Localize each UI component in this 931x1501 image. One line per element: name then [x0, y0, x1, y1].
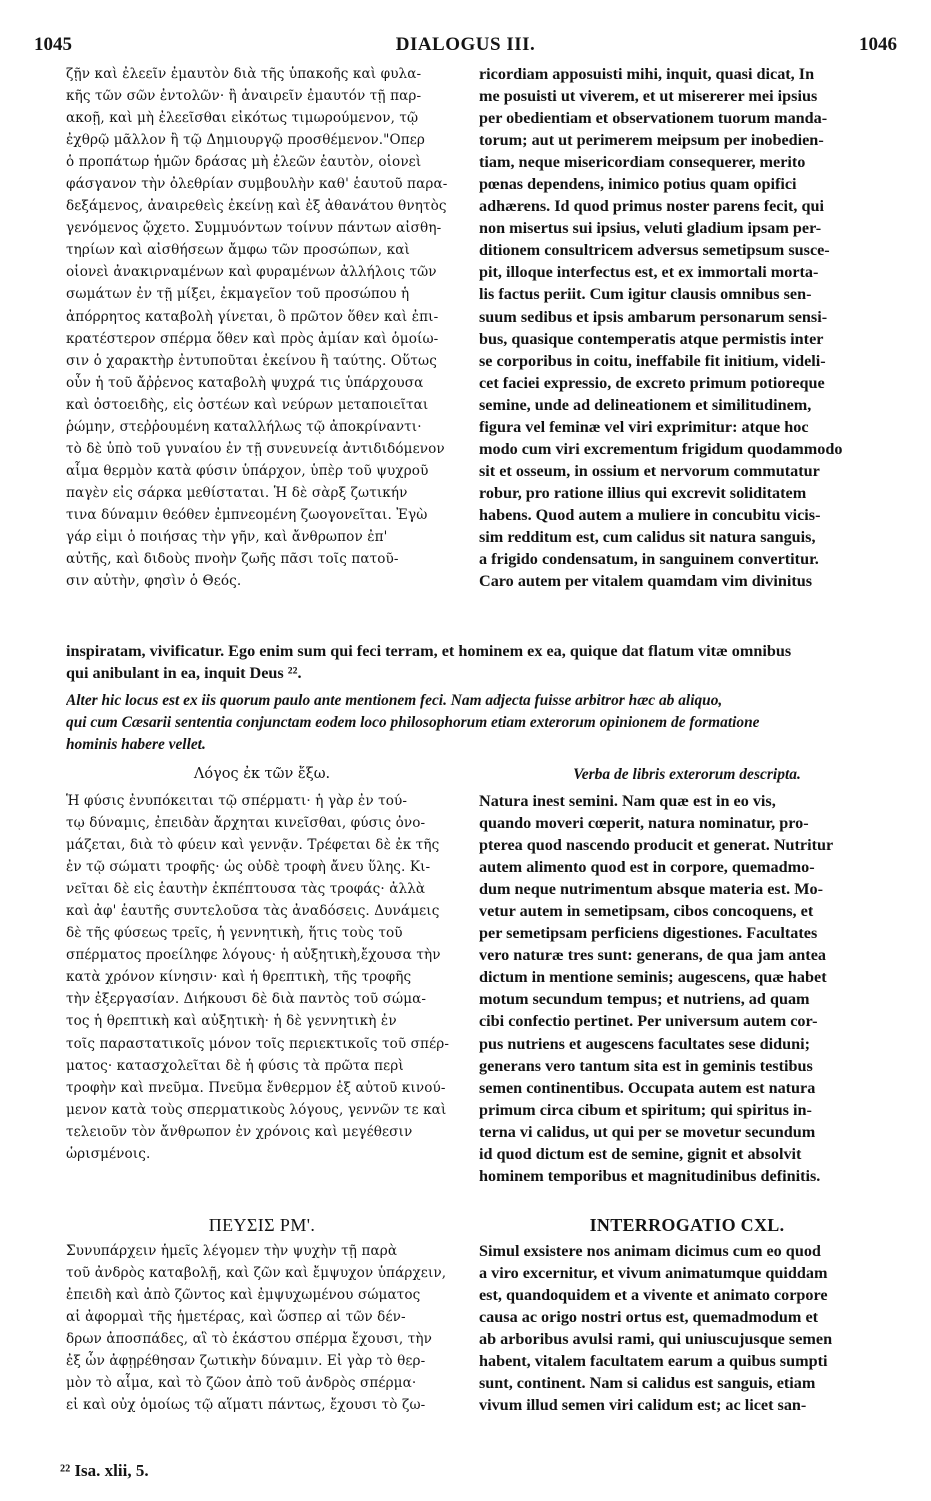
latin-text-line: pœnas dependens, inimico potius quam opifici	[479, 175, 797, 194]
latin-text-line: torum; aut ut perimerem meipsum per inobedien-	[479, 131, 824, 150]
latin-text-line: Caro autem per vitalem quamdam vim divinitus	[479, 572, 813, 591]
greek-section-heading: Λόγος ἐκ τῶν ἔξω.	[193, 766, 331, 782]
greek-text-line: μάζεται, διὰ τὸ φύειν καὶ γεννᾷν. Τρέφεται δὲ ἐκ τῆς	[66, 837, 440, 854]
greek-text-line: ζῇν καὶ ἐλεεῖν ἐμαυτὸν διὰ τῆς ὑπακοῆς καὶ φυλα-	[66, 66, 422, 82]
greek-text-line: δρων ἀποσπάδες, αἳ τὸ ἑκάστου σπέρμα ἔχουσι, τὴν	[66, 1331, 432, 1348]
greek-text-line: τὴν ἐξεργασίαν. Διήκουσι δὲ διὰ παντὸς τοῦ σώμα-	[66, 991, 427, 1008]
page-header	[34, 34, 897, 58]
full-width-line-2: qui anibulant in ea, inquit Deus ²².	[66, 664, 302, 682]
greek-text-line: κῆς τῶν σῶν ἐντολῶν· ἢ ἀναιρεῖν ἐμαυτόν τῇ παρ-	[66, 88, 422, 105]
greek-text-line: αἷμα θερμὸν κατὰ φύσιν ὑπάρχον, ὑπὲρ τοῦ ψυχροῦ	[66, 462, 429, 479]
latin-text-line: vivum illud semen viri calidum est; ac licet san-	[479, 1396, 807, 1415]
latin-text-line: habent, vitalem facultatem earum a quibus sumpti	[479, 1352, 828, 1371]
latin-text-line: primum circa cibum et spiritum; qui spiritus in-	[479, 1100, 812, 1119]
full-width-line-1: inspiratam, vivificatur. Ego enim sum qui feci terram, et hominem ex ea, quique dat flatum vitæ omnibus	[66, 642, 792, 660]
latin-text-line: cibi confectio pertinet. Per universum autem cor-	[479, 1012, 818, 1031]
greek-text-line: ἐχθρῷ μᾶλλον ἢ τῷ Δημιουργῷ προσθέμενον."Οπερ	[66, 132, 426, 149]
greek-text-line: ὁ προπάτωρ ἡμῶν δράσας μὴ ἐλεῶν ἑαυτὸν, οἱονεὶ	[66, 154, 422, 171]
latin-text-line: dum neque nutrimentum absque materia est. Mo-	[479, 880, 823, 899]
greek-text-line: μὸν τὸ αἷμα, καὶ τὸ ζῶον ἀπὸ τοῦ ἀνδρὸς σπέρμα·	[66, 1375, 417, 1392]
footnote: ²² Isa. xlii, 5.	[60, 1461, 149, 1480]
latin-text-line: tiam, neque misericordiam consequerer, merito	[479, 153, 806, 172]
editor-note-line-1: Alter hic locus est ex iis quorum paulo ante mentionem feci. Nam adjecta fuisse arbitror hæc ab aliquo,	[66, 692, 723, 709]
latin-text-line: autem alimento quod est in corpore, quemadmo-	[479, 858, 815, 877]
greek-text-line: σωμάτων ἐν τῇ μίξει, ἐκμαγεῖον τοῦ προσώπου ἡ	[66, 286, 410, 303]
latin-text-line: dictum in mentione seminis; augescens, quæ habet	[479, 968, 827, 987]
greek-text-line: τος ἡ θρεπτικὴ καὶ αὐξητικὴ· ἡ δὲ γεννητικὴ ἐν	[66, 1013, 397, 1030]
latin-text-line: Natura inest semini. Nam quæ est in eo vis,	[479, 792, 776, 810]
latin-text-line: sunt, continent. Nam si calidus est sanguis, etiam	[479, 1374, 816, 1393]
latin-text-line: per obedientiam et observationem tuorum manda-	[479, 109, 828, 128]
latin-text-line: est, quandoquidem et a vivente et animato corpore	[479, 1286, 828, 1305]
editor-note-line-2: qui cum Cæsarii sententia conjunctam eodem loco philosophorum etiam exterorum opinionem de formatione	[66, 714, 760, 731]
greek-text-line: Ἡ φύσις ἐνυπόκειται τῷ σπέρματι· ἡ γὰρ ἐν τού-	[66, 793, 408, 809]
latin-text-line: a viro excernitur, et vivum animatumque quiddam	[479, 1264, 828, 1283]
greek-text-line: φάσγανον τὴν ὀλεθρίαν συμβουλὴν καθ' ἑαυτοῦ παρα-	[66, 176, 448, 193]
greek-column-section2	[66, 790, 458, 1165]
editor-note	[66, 690, 896, 756]
latin-text-line: a frigido condensatum, in sanguinem convertitur.	[479, 550, 819, 569]
running-title: DIALOGUS III.	[395, 34, 536, 55]
latin-text-line: pus nutriens et augescens facultates sese diduni;	[479, 1034, 810, 1053]
latin-text-line: pit, illoque interfectus est, et ex immortali morta-	[479, 263, 819, 282]
greek-text-line: τροφὴν καὶ πνεῦμα. Πνεῦμα ἔνθερμον ἐξ αὐτοῦ κινού-	[66, 1079, 446, 1096]
latin-column-section3	[479, 1240, 895, 1416]
greek-text-line: κατὰ χρόνον κίνησιν· καὶ ἡ θρεπτικὴ, τῆς τροφῆς	[66, 969, 412, 986]
latin-text-line: modo cum viri excrementum frigidum quodammodo	[479, 439, 843, 458]
greek-text-line: γάρ εἰμι ὁ ποιήσας τὴν γῆν, καὶ ἄνθρωπον ἐπ'	[66, 528, 388, 545]
left-page-number: 1045	[34, 34, 72, 55]
greek-text-line: καὶ ὀστοειδὴς, εἰς ὀστέων καὶ νεύρων μεταποιεῖται	[66, 396, 429, 413]
greek-text-line: δὲ τῆς φύσεως τρεῖς, ἡ γεννητικὴ, ἥτις τοὺς τοῦ	[66, 925, 403, 942]
greek-text-line: ματος· κατασχολεῖται δὲ ἡ φύσις τὰ πρῶτα περὶ	[66, 1057, 404, 1074]
greek-text-line: εἰ καὶ οὐχ ὁμοίως τῷ αἵματι πάντως, ἔχουσι τὸ ζω-	[66, 1397, 426, 1414]
greek-question-heading: ΠΕΥΣΙΣ ΡΜ'.	[208, 1215, 316, 1235]
latin-text-line: hominem temporibus et magnitudinibus definitis.	[479, 1166, 821, 1185]
greek-text-line: αἱ ἀφορμαὶ τῆς ἡμετέρας, καὶ ὥσπερ αἱ τῶν δέν-	[66, 1309, 406, 1326]
latin-text-line: me posuisti ut viverem, et ut misererer mei ipsius	[479, 87, 818, 106]
editor-note-line-3: hominis habere vellet.	[66, 736, 206, 753]
latin-text-line: adhærens. Id quod primus noster parens fecit, qui	[479, 197, 824, 216]
latin-text-line: suum sedibus et ipsis ambarum personarum sensi-	[479, 307, 828, 326]
greek-text-line: οἱονεὶ ἀνακιρναμένων καὶ φυραμένων ἀλλήλοις τῶν	[66, 264, 437, 281]
latin-text-line: semen continentibus. Occupata autem est natura	[479, 1078, 816, 1097]
latin-text-line: ditionem consultricem adversus semetipsum susce-	[479, 241, 830, 260]
greek-text-line: νεῖται δὲ εἰς ἑαυτὴν ἐκπέπτουσα τὰς τροφάς· ἀλλὰ	[66, 881, 426, 898]
greek-text-line: δεξάμενος, ἀναιρεθεὶς ἐκείνῃ καὶ ἐξ ἀθανάτου θνητὸς	[66, 198, 447, 215]
greek-text-line: ῥώμην, στεῤῥουμένη καταλλήλως τῷ ἀποκρίναντι·	[66, 418, 422, 435]
latin-section-heading: Verba de libris exterorum descripta.	[573, 766, 801, 783]
greek-text-line: γενόμενος ᾤχετο. Συμμυόντων τοίνυν πάντων αἰσθη-	[66, 220, 442, 237]
greek-text-line: ἐπειδὴ καὶ ἀπὸ ζῶντος καὶ ἐμψυχωμένου σώματος	[66, 1287, 421, 1304]
greek-text-line: ἐξ ὧν ἀφῃρέθησαν ζωτικὴν δύναμιν. Εἰ γὰρ τὸ θερ-	[66, 1353, 426, 1370]
latin-text-line: bus, quasique contemperatis atque permistis inter	[479, 329, 824, 348]
latin-text-line: pterea quod nascendo producit et generat. Nutritur	[479, 836, 834, 855]
greek-text-line: μενον κατὰ τοὺς σπερματικοὺς λόγους, γεννῶν τε καὶ	[66, 1101, 447, 1118]
latin-text-line: non misertus sui ipsius, veluti gladium ipsam per-	[479, 219, 822, 238]
greek-text-line: τοῦ ἀνδρὸς καταβολῇ, καὶ ζῶν καὶ ἔμψυχον ὑπάρχειν,	[66, 1265, 447, 1282]
greek-text-line: Συνυπάρχειν ἡμεῖς λέγομεν τὴν ψυχὴν τῇ παρὰ	[66, 1243, 398, 1259]
latin-text-line: cet faciei expressio, de excreto primum potioreque	[479, 373, 825, 392]
greek-text-line: ὡρισμένοις.	[66, 1145, 151, 1162]
greek-text-line: σπέρματος προείληφε λόγους· ἡ αὐξητικὴ,ἔχουσα τὴν	[66, 947, 441, 964]
latin-text-line: habens. Quod autem a muliere in concubitu vicis-	[479, 505, 821, 524]
latin-column-section2	[479, 790, 895, 1187]
greek-text-line: οὖν ἡ τοῦ ἄῤῥενος καταβολὴ ψυχρά τις ὑπάρχουσα	[66, 374, 424, 391]
latin-text-line: id quod dictum est de semine, gignit et absolvit	[479, 1144, 802, 1163]
latin-text-line: vero naturæ tres sunt: generans, de qua jam antea	[479, 946, 826, 965]
right-page-number: 1046	[859, 34, 897, 55]
latin-column-section1	[479, 63, 895, 592]
latin-text-line: generans vero tantum sita est in geminis testibus	[479, 1056, 813, 1075]
greek-text-line: τηρίων καὶ αἰσθήσεων ἄμφω τῶν προσώπων, καὶ	[66, 242, 410, 259]
greek-text-line: τελειοῦν τὸν ἄνθρωπον ἐν χρόνοις καὶ μεγέθεσιν	[66, 1123, 413, 1140]
greek-text-line: τοῖς παραστατικοῖς μόνον τοῖς περιεκτικοῖς τοῦ σπέρ-	[66, 1035, 450, 1052]
latin-text-line: semine, unde ad delineationem et similitudinem,	[479, 395, 812, 414]
latin-text-line: per semetipsam perficiens digestiones. Facultates	[479, 924, 818, 943]
greek-text-line: ακοῇ, καὶ μὴ ἐλεεῖσθαι εἰκότως τιμωρούμενον, τῷ	[66, 110, 419, 127]
greek-text-line: καὶ ἀφ' ἑαυτῆς συντελοῦσα τὰς ἀναδόσεις. Δυνάμεις	[66, 903, 440, 920]
latin-text-line: lis factus periit. Cum igitur clausis omnibus sen-	[479, 285, 812, 304]
latin-text-line: robur, pro ratione illius qui excrevit soliditatem	[479, 483, 807, 502]
latin-text-line: se corporibus in coitu, ineffabile fit initium, videli-	[479, 351, 826, 370]
greek-text-line: τὸ δὲ ὑπὸ τοῦ γυναίου ἐν τῇ συνευνείᾳ ἀντιδιδόμενον	[66, 440, 445, 457]
latin-text-line: Simul exsistere nos animam dicimus cum eo quod	[479, 1242, 821, 1260]
latin-text-line: figura vel feminæ vel viri exprimitur: atque hoc	[479, 417, 809, 436]
full-width-text	[66, 640, 896, 684]
greek-text-line: ἐν τῷ σώματι τροφῆς· ὡς οὐδὲ τροφὴ ἄνευ ὕλης. Κι-	[66, 859, 431, 876]
greek-text-line: αὐτῆς, καὶ διδοὺς πνοὴν ζωῆς πᾶσι τοῖς πατοῦ-	[66, 551, 399, 568]
latin-text-line: causa ac origo nostri ortus est, quemadmodum et	[479, 1308, 819, 1327]
latin-text-line: vetur autem in semetipsam, cibos concoquens, et	[479, 902, 814, 921]
greek-text-line: τῳ δύναμις, ἐπειδὰν ἄρχηται κινεῖσθαι, φύσις ὀνο-	[66, 815, 426, 832]
latin-text-line: terna vi calidus, ut qui per se movetur secundum	[479, 1122, 816, 1141]
greek-text-line: κρατέστερον σπέρμα ὅθεν καὶ πρὸς ἀμίαν καὶ ὁμοίω-	[66, 330, 439, 347]
latin-text-line: sim redditum est, cum calidus sit natura sanguis,	[479, 527, 816, 546]
latin-text-line: sit et osseum, in ossium et nervorum commutatur	[479, 461, 820, 480]
greek-text-line: τινα δύναμιν θεόθεν ἐμπνεομένη ζωογονεῖται. Ἐγὼ	[66, 506, 428, 523]
greek-text-line: παγὲν εἰς σάρκα μεθίσταται. Ἡ δὲ σὰρξ ζωτικήν	[66, 484, 408, 501]
greek-text-line: σιν ὁ χαρακτὴρ ἐντυποῦται ἐκείνου ἢ ταύτης. Οὕτως	[66, 352, 437, 369]
latin-text-line: ricordiam apposuisti mihi, inquit, quasi dicat, In	[479, 65, 815, 83]
greek-text-line: ἀπόρρητος καταβολὴ γίνεται, ὃ πρῶτον ὅθεν καὶ ἐπι-	[66, 308, 439, 325]
latin-text-line: ab arboribus avulsi rami, qui uniuscujusque semen	[479, 1330, 833, 1349]
greek-column-section1	[66, 63, 458, 592]
greek-text-line: σιν αὐτὴν, φησὶν ὁ Θεός.	[66, 573, 242, 590]
latin-text-line: motum secundum tempus; et nutriens, ad quam	[479, 990, 810, 1009]
latin-question-heading: INTERROGATIO CXL.	[589, 1215, 785, 1235]
greek-column-section3	[66, 1240, 458, 1416]
latin-text-line: quando moveri cœperit, natura nominatur, pro-	[479, 814, 809, 833]
